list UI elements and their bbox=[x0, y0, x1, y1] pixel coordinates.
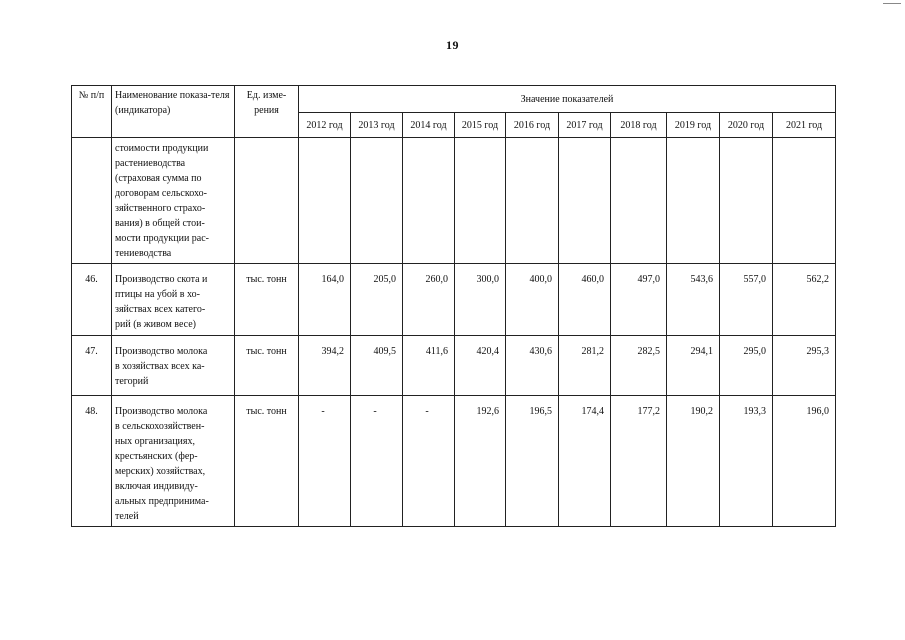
header-year: 2014 год bbox=[403, 113, 455, 138]
cell-value: 164,0 bbox=[299, 264, 351, 336]
cell-value bbox=[351, 138, 403, 264]
cell-value bbox=[455, 138, 506, 264]
cell-value bbox=[611, 138, 667, 264]
cell-unit: тыс. тонн bbox=[235, 396, 299, 527]
cell-value: 260,0 bbox=[403, 264, 455, 336]
cell-value: 294,1 bbox=[667, 336, 720, 396]
header-year: 2016 год bbox=[506, 113, 559, 138]
name-line: птицы на убой в хо- bbox=[115, 289, 200, 300]
cell-name bbox=[112, 336, 235, 396]
cell-unit: тыс. тонн bbox=[235, 336, 299, 396]
cell-value bbox=[720, 138, 773, 264]
name-line: растениеводства bbox=[115, 158, 186, 169]
header-year: 2020 год bbox=[720, 113, 773, 138]
cell-value: 430,6 bbox=[506, 336, 559, 396]
cell-value: 411,6 bbox=[403, 336, 455, 396]
name-line: зяйствах всех катего- bbox=[115, 304, 206, 315]
name-line: включая индивиду- bbox=[115, 481, 198, 492]
indicators-table bbox=[71, 85, 836, 527]
cell-value: - bbox=[299, 396, 351, 527]
header-year: 2013 год bbox=[351, 113, 403, 138]
cell-value: 557,0 bbox=[720, 264, 773, 336]
header-values-group: Значение показателей bbox=[299, 86, 836, 113]
cell-value: 190,2 bbox=[667, 396, 720, 527]
cell-value: - bbox=[403, 396, 455, 527]
header-year: 2021 год bbox=[773, 113, 836, 138]
header-year: 2018 год bbox=[611, 113, 667, 138]
cell-value bbox=[506, 138, 559, 264]
cell-value: 282,5 bbox=[611, 336, 667, 396]
cell-value: 205,0 bbox=[351, 264, 403, 336]
cell-value: 300,0 bbox=[455, 264, 506, 336]
cell-name bbox=[112, 264, 235, 336]
name-line: мости продукции рас- bbox=[115, 233, 210, 244]
cell-value: 460,0 bbox=[559, 264, 611, 336]
cell-value: 177,2 bbox=[611, 396, 667, 527]
name-line: зяйственного страхо- bbox=[115, 203, 206, 214]
cell-value: 174,4 bbox=[559, 396, 611, 527]
name-line: телей bbox=[115, 511, 139, 522]
cell-value: 543,6 bbox=[667, 264, 720, 336]
name-line: стоимости продукции bbox=[115, 143, 209, 154]
name-line: мерских) хозяйствах, bbox=[115, 466, 206, 477]
cell-num bbox=[72, 138, 112, 264]
cell-value: 295,3 bbox=[773, 336, 836, 396]
name-line: ных организациях, bbox=[115, 436, 196, 447]
header-year: 2019 год bbox=[667, 113, 720, 138]
cell-unit bbox=[235, 138, 299, 264]
cell-value: 281,2 bbox=[559, 336, 611, 396]
cell-value: 497,0 bbox=[611, 264, 667, 336]
header-year: 2015 год bbox=[455, 113, 506, 138]
name-line: крестьянских (фер- bbox=[115, 451, 198, 462]
table-row-48 bbox=[72, 396, 836, 527]
cell-unit: тыс. тонн bbox=[235, 264, 299, 336]
cell-value: 420,4 bbox=[455, 336, 506, 396]
cell-value: - bbox=[351, 396, 403, 527]
table-row-continuation bbox=[72, 138, 836, 264]
cell-value bbox=[403, 138, 455, 264]
cell-value: 196,5 bbox=[506, 396, 559, 527]
cell-value bbox=[299, 138, 351, 264]
cell-num: 48. bbox=[72, 396, 112, 527]
name-line: (страховая сумма по bbox=[115, 173, 202, 184]
table-body bbox=[72, 138, 836, 527]
name-line: Производство молока bbox=[115, 346, 208, 357]
cell-value: 409,5 bbox=[351, 336, 403, 396]
header-num: № п/п bbox=[72, 86, 112, 138]
corner-scan-mark bbox=[883, 3, 901, 4]
cell-value: 295,0 bbox=[720, 336, 773, 396]
name-line: Производство молока bbox=[115, 406, 208, 417]
table-row-46 bbox=[72, 264, 836, 336]
cell-value: 562,2 bbox=[773, 264, 836, 336]
cell-value: 193,3 bbox=[720, 396, 773, 527]
name-line: тениеводства bbox=[115, 248, 172, 259]
name-line: договорам сельскохо- bbox=[115, 188, 207, 199]
cell-name bbox=[112, 138, 235, 264]
cell-name bbox=[112, 396, 235, 527]
page-number-text: 19 bbox=[446, 38, 459, 52]
name-line: в сельскохозяйствен- bbox=[115, 421, 205, 432]
cell-num: 47. bbox=[72, 336, 112, 396]
header-year: 2017 год bbox=[559, 113, 611, 138]
name-line: в хозяйствах всех ка- bbox=[115, 361, 205, 372]
name-line: альных предпринима- bbox=[115, 496, 209, 507]
name-line: Производство скота и bbox=[115, 274, 208, 285]
table-row-47 bbox=[72, 336, 836, 396]
table-header bbox=[72, 86, 836, 138]
header-name: Наименование показа-теля (индикатора) bbox=[112, 86, 235, 138]
page-number bbox=[0, 38, 905, 53]
cell-value: 400,0 bbox=[506, 264, 559, 336]
header-unit: Ед. изме-рения bbox=[235, 86, 299, 138]
name-line: вания) в общей стои- bbox=[115, 218, 205, 229]
cell-value: 394,2 bbox=[299, 336, 351, 396]
name-line: рий (в живом весе) bbox=[115, 319, 196, 330]
name-line: тегорий bbox=[115, 376, 149, 387]
cell-value bbox=[559, 138, 611, 264]
header-year: 2012 год bbox=[299, 113, 351, 138]
cell-value bbox=[667, 138, 720, 264]
cell-value: 196,0 bbox=[773, 396, 836, 527]
cell-num: 46. bbox=[72, 264, 112, 336]
cell-value: 192,6 bbox=[455, 396, 506, 527]
cell-value bbox=[773, 138, 836, 264]
